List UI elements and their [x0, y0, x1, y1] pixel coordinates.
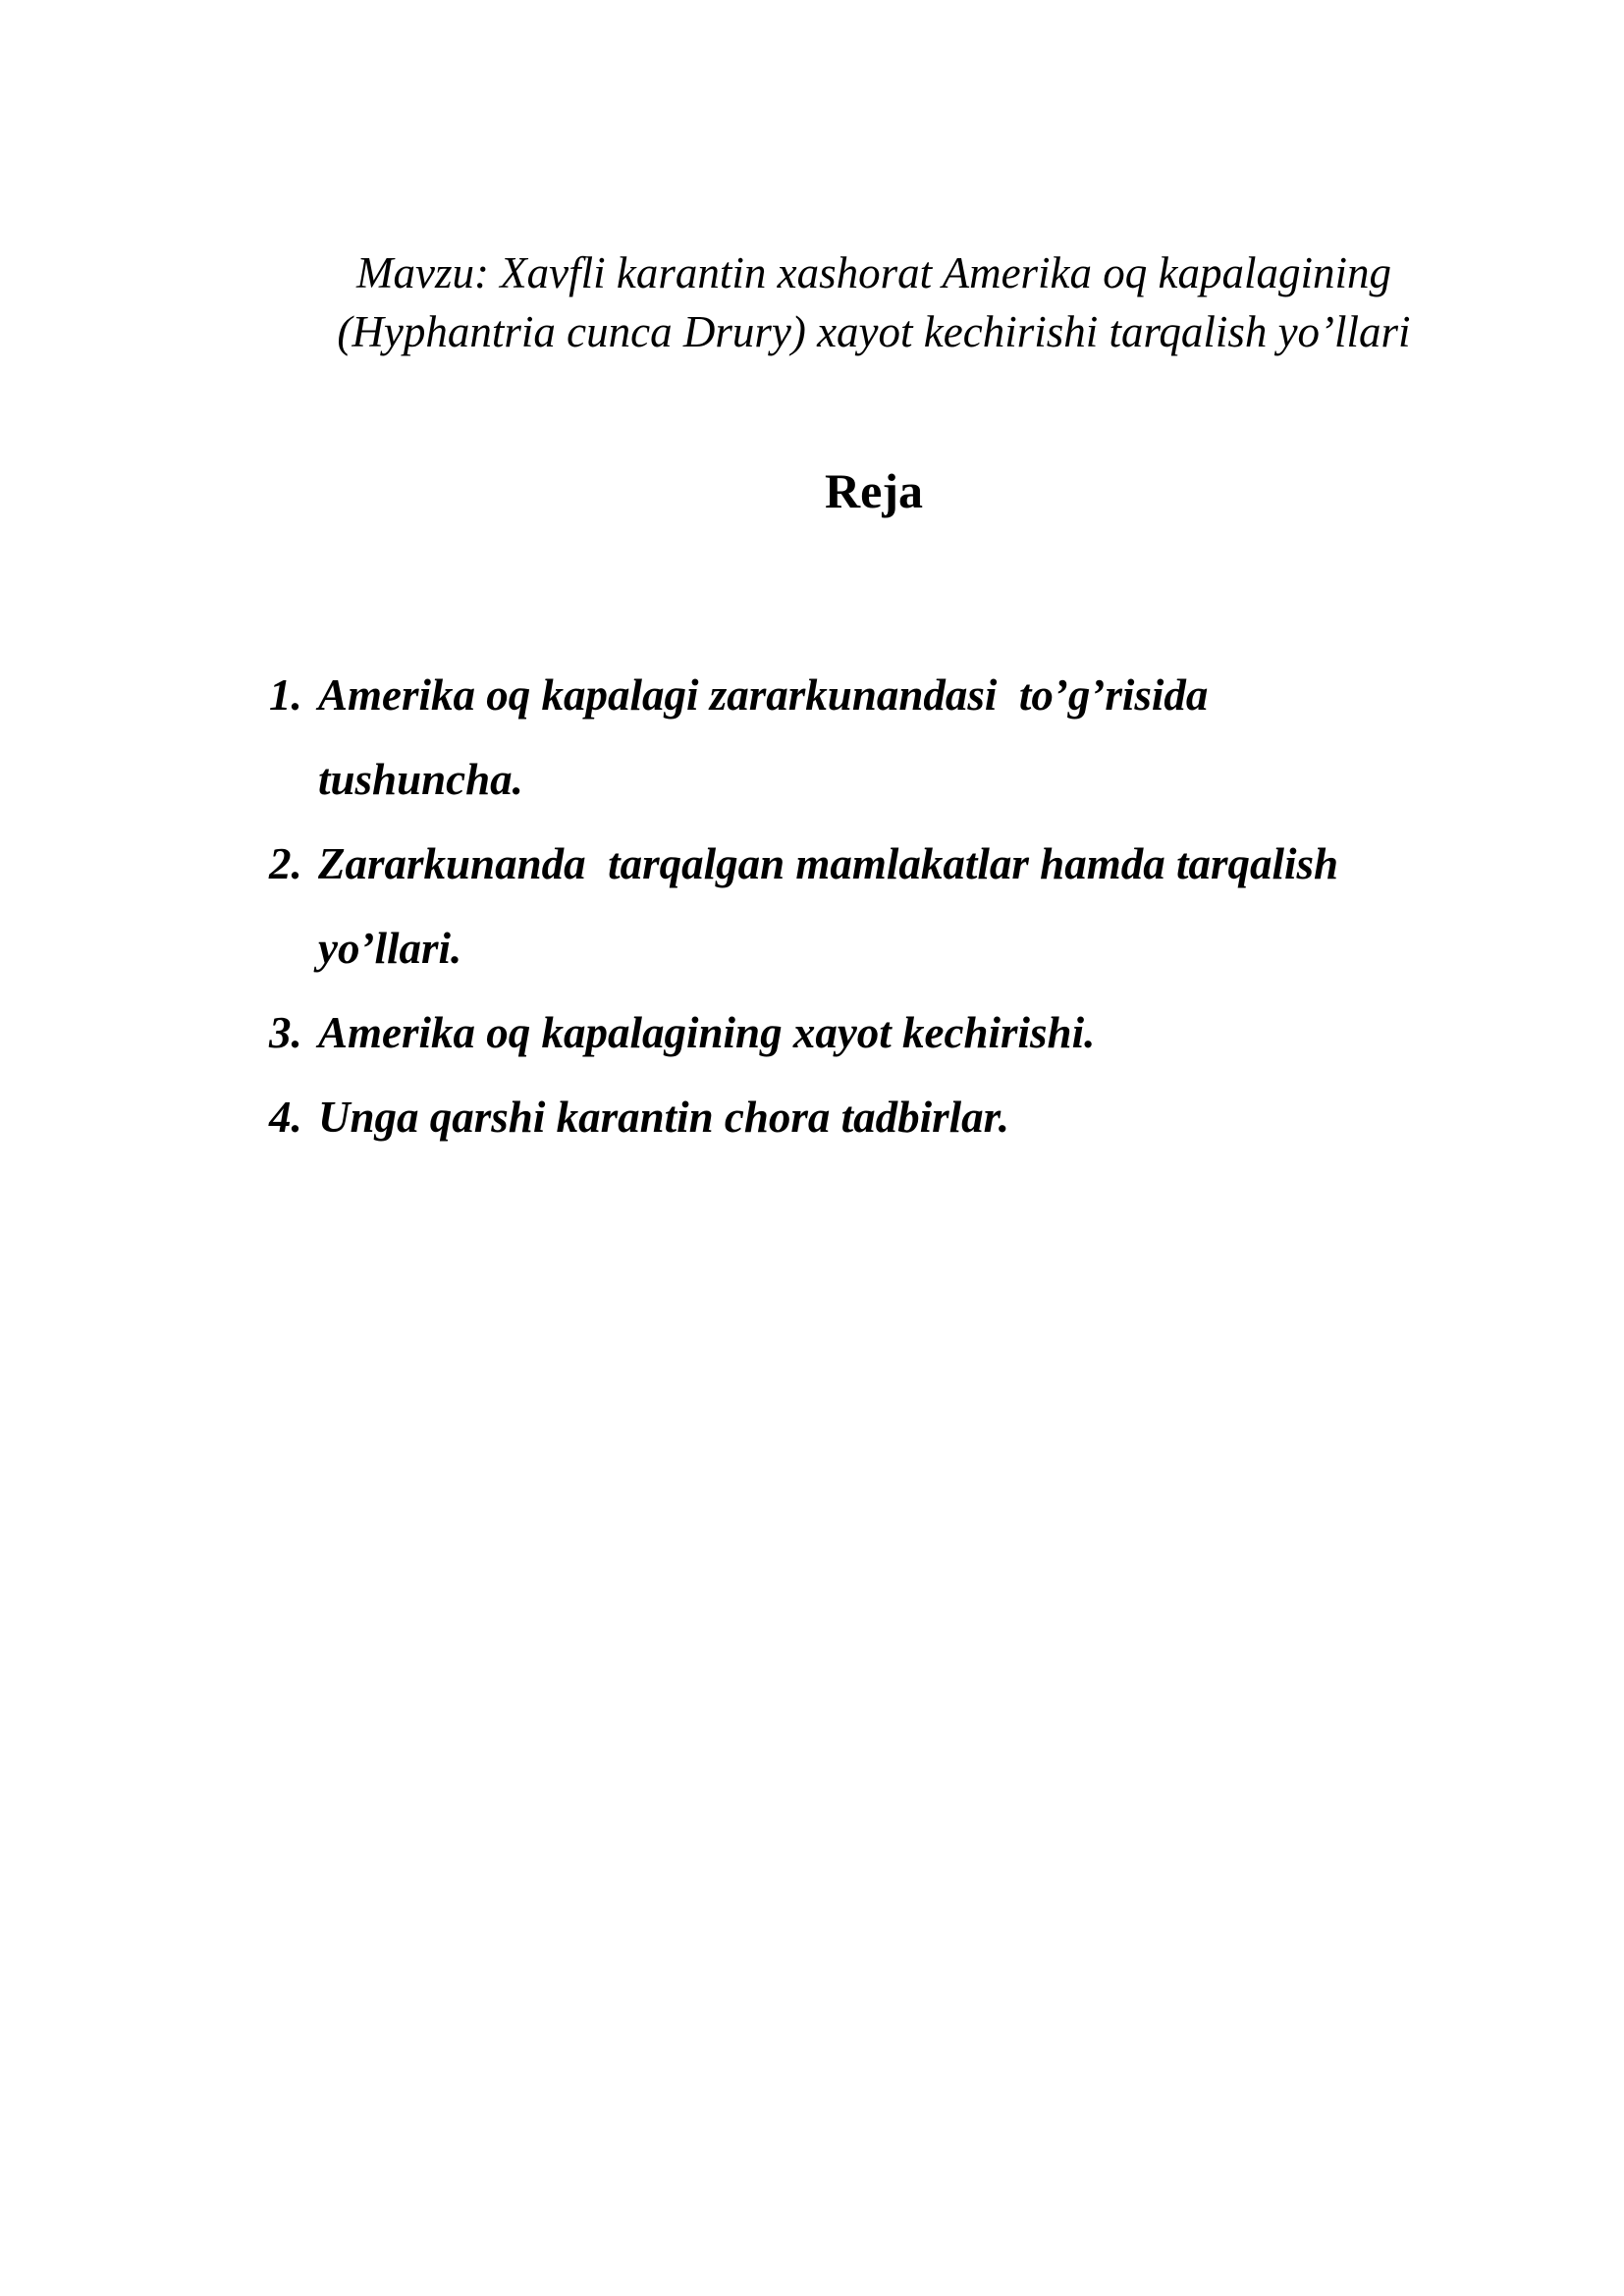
plan-item-4: [269, 1075, 1545, 1159]
topic-title-line-2: (Hyphantria cunca Drury) xayot kechirishi tarqalish yo’llari: [337, 307, 1411, 356]
plan-heading: Reja: [825, 463, 923, 518]
plan-item-text-line: tushuncha.: [318, 755, 523, 804]
plan-item-1: [269, 653, 1545, 822]
plan-item-number: 1.: [269, 670, 302, 720]
plan-item-text-line: Amerika oq kapalagining xayot kechirishi.: [318, 1008, 1096, 1057]
topic-title: [236, 243, 1512, 361]
plan-list: [269, 653, 1545, 1159]
plan-item-number: 2.: [269, 839, 302, 888]
plan-item-3: [269, 990, 1545, 1075]
plan-item-number: 4.: [269, 1093, 302, 1142]
plan-item-text-line: Unga qarshi karantin chora tadbirlar.: [318, 1093, 1009, 1142]
plan-item-text-line: Amerika oq kapalagi zararkunandasi to’g’risida: [318, 670, 1209, 720]
plan-item-text-line: Zararkunanda tarqalgan mamlakatlar hamda tarqalish: [318, 839, 1338, 888]
topic-title-line-1: Mavzu: Xavfli karantin xashorat Amerika oq kapalagining: [355, 248, 1392, 297]
plan-item-2: [269, 822, 1545, 990]
plan-item-text-line: yo’llari.: [318, 924, 462, 973]
plan-item-number: 3.: [269, 1008, 302, 1057]
